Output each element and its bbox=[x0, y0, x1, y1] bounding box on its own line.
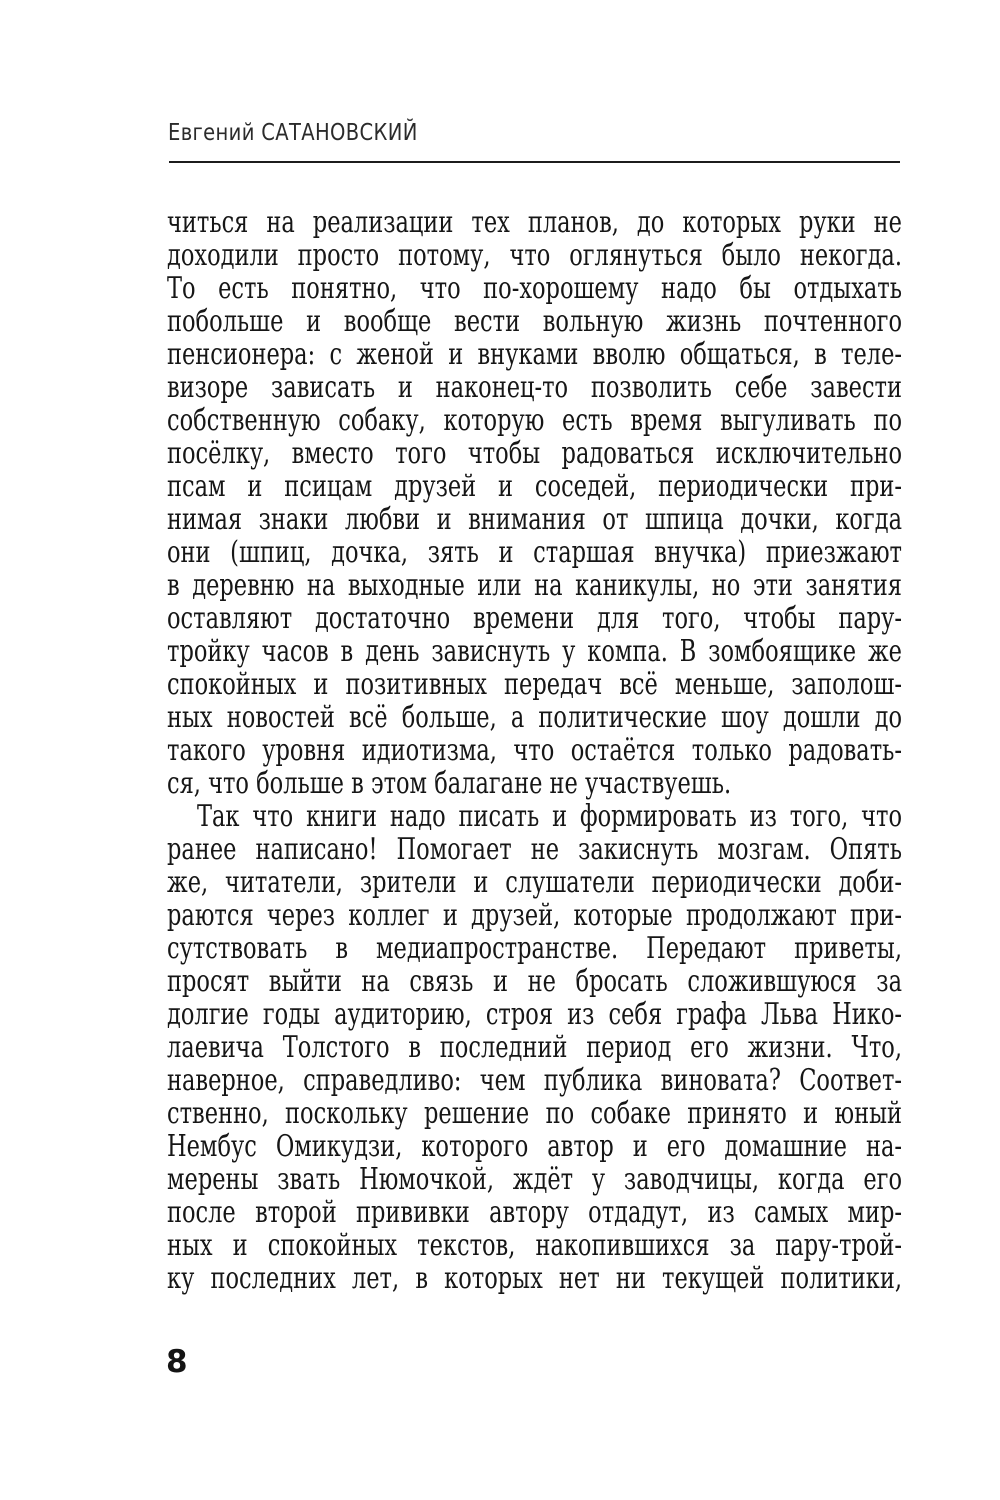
text-line: визоре зависать и наконец-то позволить себе завести bbox=[167, 370, 902, 405]
text-line: ственно, поскольку решение по собаке принято и юный bbox=[167, 1096, 902, 1131]
text-line: спокойных и позитивных передач всё меньше, заполош- bbox=[167, 667, 902, 702]
header-rule bbox=[169, 161, 900, 163]
text-line: же, читатели, зрители и слушатели периодически доби- bbox=[167, 865, 902, 900]
text-line: нимая знаки любви и внимания от шпица дочки, когда bbox=[167, 502, 902, 537]
text-line: ку последних лет, в которых нет ни текущей политики, bbox=[167, 1261, 902, 1296]
text-line: долгие годы аудиторию, строя из себя графа Льва Нико- bbox=[167, 997, 902, 1032]
text-line: наверное, справедливо: чем публика виновата? Соответ- bbox=[167, 1063, 902, 1098]
author-running-title: Евгений САТАНОВСКИЙ bbox=[168, 120, 418, 146]
text-line: пенсионера: с женой и внуками вволю общаться, в теле- bbox=[167, 337, 902, 372]
text-line: ся, что больше в этом балагане не участвуешь. bbox=[167, 766, 732, 801]
text-line: побольше и вообще вести вольную жизнь почтенного bbox=[167, 304, 902, 339]
running-header bbox=[168, 120, 462, 148]
text-line: ных новостей всё больше, а политические шоу дошли до bbox=[167, 700, 902, 735]
text-line: тройку часов в день зависнуть у компа. В зомбоящике же bbox=[167, 634, 902, 669]
text-line: собственную собаку, которую есть время выгуливать по bbox=[167, 403, 902, 438]
text-line: такого уровня идиотизма, что остаётся только радовать- bbox=[167, 733, 902, 768]
text-line: псам и псицам друзей и соседей, периодически при- bbox=[167, 469, 902, 504]
body-text bbox=[167, 206, 902, 1295]
text-line: посёлку, вместо того чтобы радоваться исключительно bbox=[167, 436, 902, 471]
text-line: Так что книги надо писать и формировать из того, что bbox=[197, 799, 902, 834]
text-line: мерены звать Нюмочкой, ждёт у заводчицы, когда его bbox=[167, 1162, 902, 1197]
text-line: Нембус Омикудзи, которого автор и его домашние на- bbox=[167, 1129, 902, 1164]
text-line: оставляют достаточно времени для того, чтобы пару- bbox=[167, 601, 902, 636]
text-line: они (шпиц, дочка, зять и старшая внучка) приезжают bbox=[167, 535, 902, 570]
text-line: То есть понятно, что по-хорошему надо бы отдыхать bbox=[167, 271, 902, 306]
text-line: доходили просто потому, что оглянуться было некогда. bbox=[167, 238, 902, 273]
text-line: просят выйти на связь и не бросать сложившуюся за bbox=[167, 964, 902, 999]
text-line: в деревню на выходные или на каникулы, но эти занятия bbox=[167, 568, 902, 603]
text-line: сутствовать в медиапространстве. Передают приветы, bbox=[167, 931, 902, 966]
text-line: ранее написано! Помогает не закиснуть мозгам. Опять bbox=[167, 832, 902, 867]
text-line: лаевича Толстого в последний период его жизни. Что, bbox=[167, 1030, 902, 1065]
text-line: читься на реализации тех планов, до которых руки не bbox=[167, 205, 902, 240]
text-line: раются через коллег и друзей, которые продолжают при- bbox=[167, 898, 902, 933]
text-line: после второй прививки автору отдадут, из самых мир- bbox=[167, 1195, 902, 1230]
page-number: 8 bbox=[166, 1344, 188, 1380]
text-line: ных и спокойных текстов, накопившихся за пару-трой- bbox=[167, 1228, 902, 1263]
